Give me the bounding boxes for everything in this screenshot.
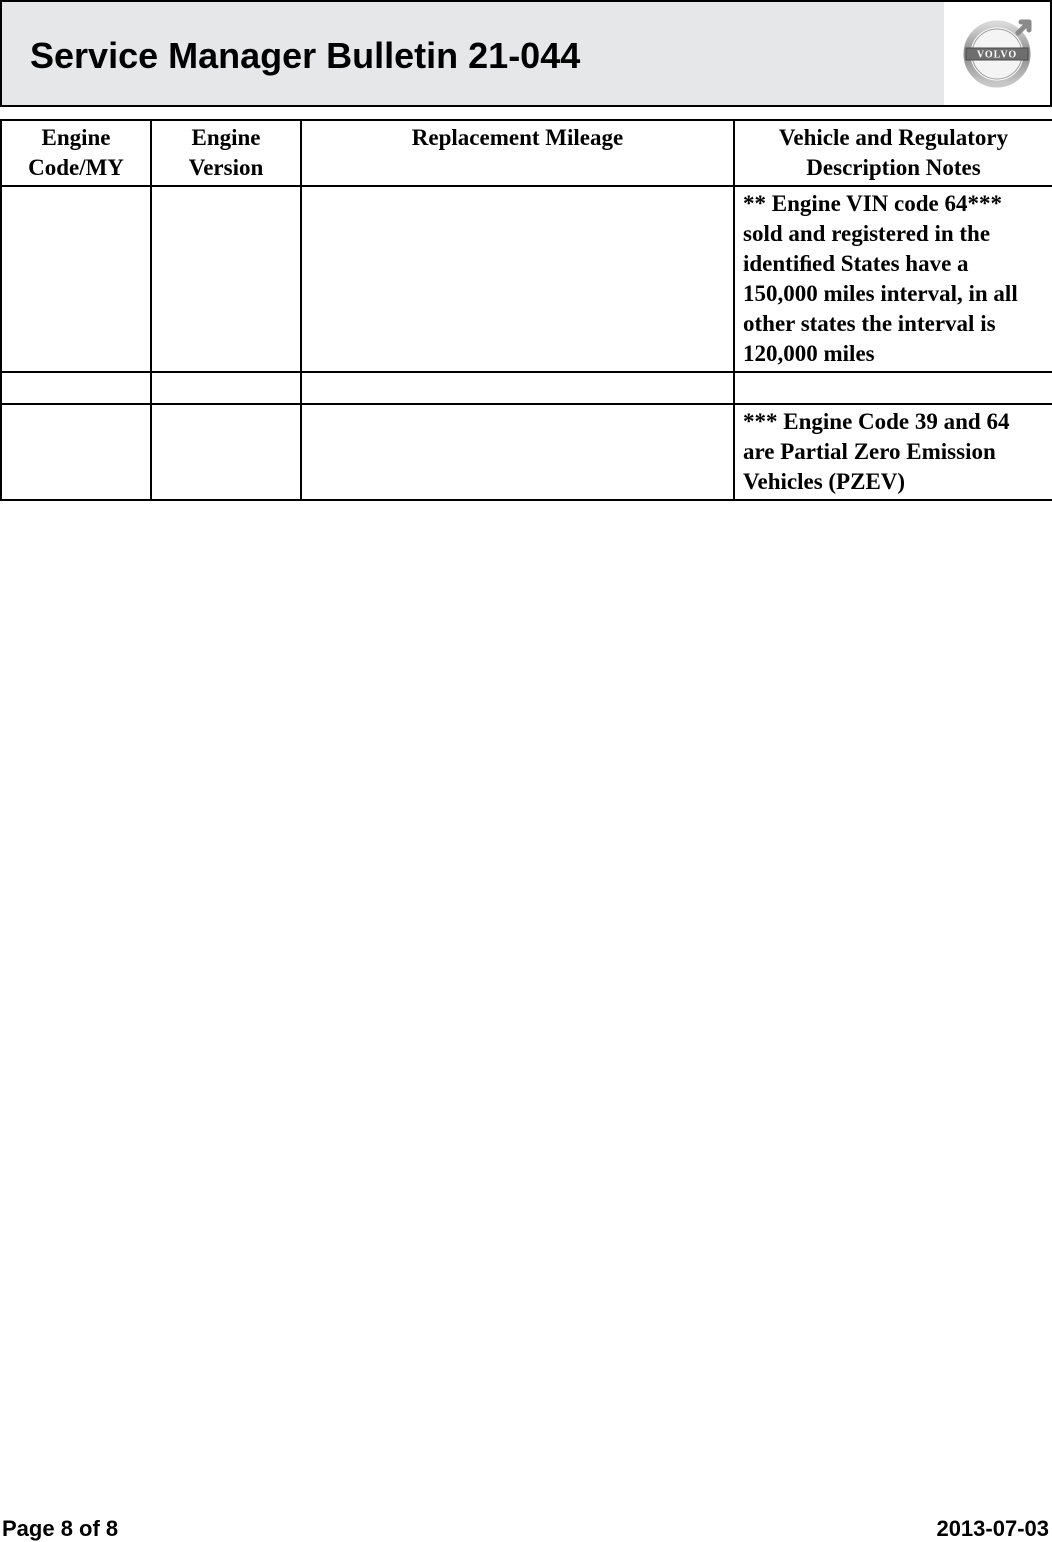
volvo-logo-icon xyxy=(963,16,1035,88)
table-cell xyxy=(1,372,151,404)
engine-table xyxy=(0,119,1052,501)
column-header-replacement-mileage: Replacement Mileage xyxy=(301,120,734,186)
page-title: Service Manager Bulletin 21-044 xyxy=(30,35,581,76)
page-number: Page 8 of 8 xyxy=(2,1516,119,1541)
column-header-notes: Vehicle and Regulatory Description Notes xyxy=(734,120,1052,186)
table-cell xyxy=(1,404,151,500)
column-header-engine-version: Engine Version xyxy=(151,120,301,186)
table-row xyxy=(1,372,1052,404)
table-row xyxy=(1,186,1052,372)
table-cell xyxy=(301,404,734,500)
table-cell xyxy=(151,404,301,500)
table-cell xyxy=(151,372,301,404)
column-header-engine-code: Engine Code/MY xyxy=(1,120,151,186)
table-cell-note: ** Engine VIN code 64*** sold and registered in the identiﬁed States have a 150,000 miles interval, in all other states the interval is 120,000 miles xyxy=(734,186,1052,372)
table-cell xyxy=(1,186,151,372)
table-cell xyxy=(301,186,734,372)
table-cell-note xyxy=(734,372,1052,404)
table-header-row xyxy=(1,120,1052,186)
page-header xyxy=(0,0,1052,107)
table-row xyxy=(1,404,1052,500)
table-cell xyxy=(151,186,301,372)
table-cell-note: *** Engine Code 39 and 64 are Partial Zero Emission Vehicles (PZEV) xyxy=(734,404,1052,500)
logo-text: VOLVO xyxy=(976,49,1018,61)
table-cell xyxy=(301,372,734,404)
bulletin-date: 2013-07-03 xyxy=(936,1516,1049,1541)
header-band xyxy=(2,2,944,105)
